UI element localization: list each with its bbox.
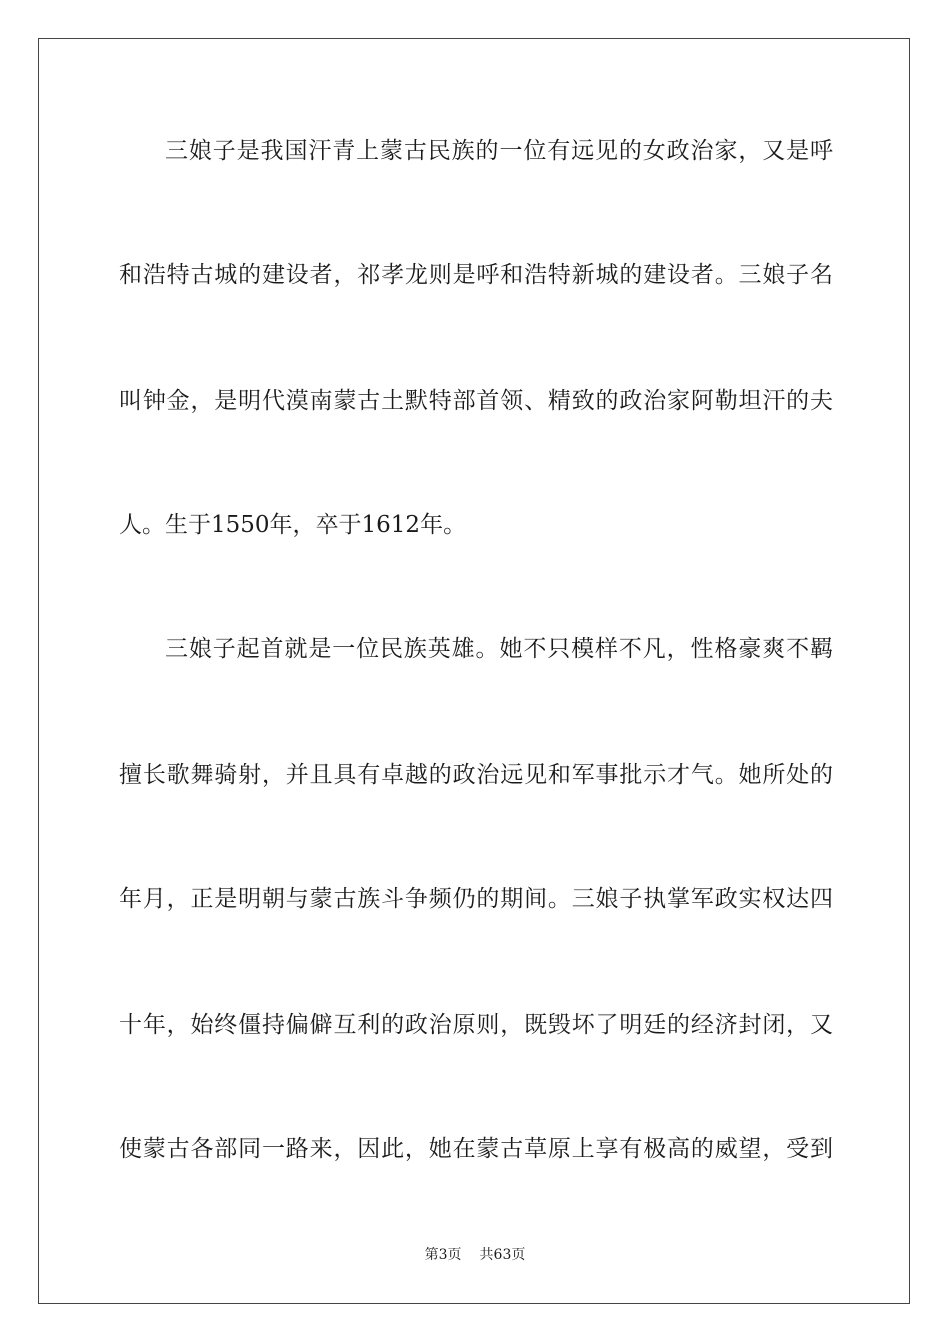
page-footer: [39, 1245, 911, 1265]
paragraph-1-line-3: 叫钟金，是明代漠南蒙古土默特部首领、精致的政治家阿勒坦汗的夫: [119, 388, 833, 414]
document-page: [38, 38, 910, 1304]
paragraph-2-line-2: 擅长歌舞骑射，并且具有卓越的政治远见和军事批示才气。她所处的: [119, 762, 833, 788]
page-number: 第3页: [424, 1247, 462, 1263]
paragraph-2-line-4: 十年，始终僵持偏僻互利的政治原则，既毁坏了明廷的经济封闭，又: [119, 1012, 833, 1038]
paragraph-1-line-1: 三娘子是我国汗青上蒙古民族的一位有远见的女政治家，又是呼: [165, 138, 833, 164]
paragraph-2-line-5: 使蒙古各部同一路来，因此，她在蒙古草原上享有极高的威望，受到: [119, 1136, 833, 1162]
page-total: 共63页: [479, 1247, 526, 1263]
paragraph-1-line-2: 和浩特古城的建设者，祁孝龙则是呼和浩特新城的建设者。三娘子名: [119, 262, 833, 288]
paragraph-2-line-3: 年月，正是明朝与蒙古族斗争频仍的期间。三娘子执掌军政实权达四: [119, 886, 833, 912]
paragraph-2-line-1: 三娘子起首就是一位民族英雄。她不只模样不凡，性格豪爽不羁: [165, 636, 833, 662]
paragraph-1-line-4: 人。生于1550年，卒于1612年。: [119, 512, 467, 538]
